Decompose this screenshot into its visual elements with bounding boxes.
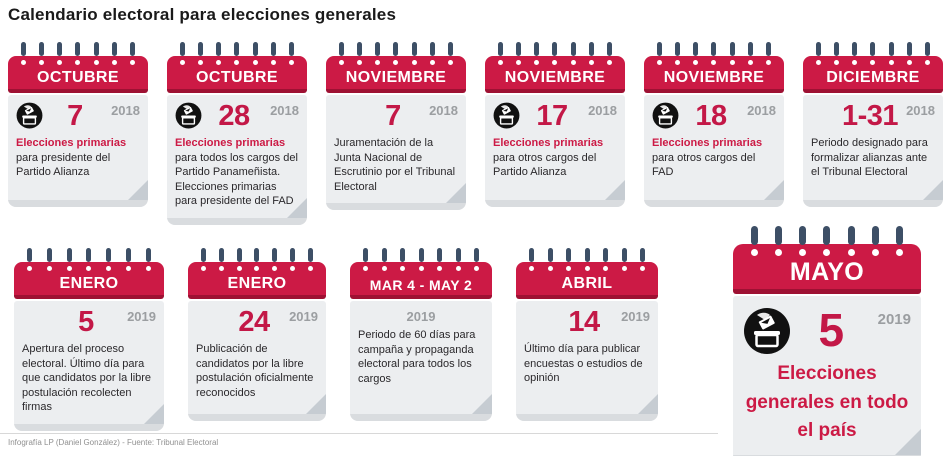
card-body: [803, 95, 943, 207]
year-label: 2018: [429, 103, 458, 118]
event-description: Periodo designado para formalizar alianzas ante el Tribunal Electoral: [811, 137, 928, 179]
year-label: 2018: [111, 103, 140, 118]
spiral-binding: [733, 226, 921, 256]
ballot-box-icon: [493, 102, 520, 129]
calendar-card-mar4-may2: [350, 248, 492, 421]
month-label: NOVIEMBRE: [345, 69, 447, 86]
card-body: [733, 296, 921, 456]
ballot-box-icon: [652, 102, 679, 129]
month-label: MAYO: [789, 258, 865, 286]
event-highlight: Elecciones primarias: [652, 137, 763, 149]
card-body: [350, 301, 492, 421]
folded-corner-decoration: [472, 394, 492, 414]
spiral-binding: [326, 42, 466, 65]
day-number: 18: [695, 100, 727, 132]
event-description: Periodo de 60 días para campaña y propaganda electoral para todos los cargos: [358, 329, 476, 385]
day-number: 7: [67, 100, 83, 132]
folded-corner-decoration: [605, 180, 625, 200]
ballot-box-icon: [16, 102, 43, 129]
event-description: Publicación de candidatos por la libre postulación oficialmente reconocidos: [196, 343, 314, 399]
spiral-binding: [803, 42, 943, 65]
year-label: 2018: [906, 103, 935, 118]
calendar-card-mayo-5: [733, 226, 921, 456]
event-highlight: Elecciones generales en todo el país: [745, 363, 909, 441]
year-label: 2019: [877, 311, 911, 328]
event-highlight: Elecciones primarias: [175, 137, 286, 149]
card-body: [326, 95, 466, 210]
card-body: [485, 95, 625, 207]
calendar-card-abril-14: [516, 248, 658, 421]
event-description: Apertura del proceso electoral. Último día para que candidatos por la libre postulación recolecten firmas: [22, 343, 152, 414]
event-description: Juramentación de la Junta Nacional de Escrutinio por el Tribunal Electoral: [334, 137, 456, 193]
calendar-card-diciembre-1-31: [803, 42, 943, 207]
calendar-card-noviembre-7: [326, 42, 466, 210]
day-number: 5: [818, 304, 844, 356]
folded-corner-decoration: [923, 180, 943, 200]
day-number: 7: [385, 100, 401, 132]
year-label: 2019: [127, 309, 156, 324]
folded-corner-decoration: [638, 394, 658, 414]
month-label: OCTUBRE: [196, 69, 278, 86]
folded-corner-decoration: [764, 180, 784, 200]
calendar-row-2019: [14, 248, 658, 431]
calendar-card-noviembre-18: [644, 42, 784, 207]
spiral-binding: [167, 42, 307, 65]
event-description: Elecciones primarias para todos los cargos del Partido Panameñista. Elecciones primarias para presidente del FAD: [175, 137, 298, 208]
year-label: 2018: [588, 103, 617, 118]
footer-divider: [0, 433, 718, 434]
event-description: Elecciones primarias para presidente del Partido Alianza: [16, 137, 127, 179]
month-label: OCTUBRE: [37, 69, 119, 86]
spiral-binding: [485, 42, 625, 65]
calendar-card-octubre-7: [8, 42, 148, 207]
spiral-binding: [516, 248, 658, 271]
year-label: 2018: [747, 103, 776, 118]
year-label: 2018: [270, 103, 299, 118]
event-highlight: Elecciones primarias: [16, 137, 127, 149]
card-body: [644, 95, 784, 207]
event-highlight: Elecciones primarias: [493, 137, 604, 149]
year-label: 2019: [406, 309, 436, 324]
card-body: [516, 301, 658, 421]
calendar-row-2018: [8, 42, 943, 225]
month-label: ENERO: [227, 275, 287, 292]
card-body: [188, 301, 326, 421]
calendar-card-noviembre-17: [485, 42, 625, 207]
event-description: Elecciones primarias para otros cargos del FAD: [652, 137, 763, 179]
event-description: Elecciones primarias para otros cargos del Partido Alianza: [493, 137, 604, 179]
day-number: 5: [78, 306, 94, 338]
day-number: 17: [536, 100, 568, 132]
year-label: 2019: [289, 309, 318, 324]
month-label: ABRIL: [561, 275, 613, 292]
card-body: [14, 301, 164, 431]
month-label: NOVIEMBRE: [663, 69, 765, 86]
month-label: NOVIEMBRE: [504, 69, 606, 86]
day-number: 28: [218, 100, 250, 132]
month-label: DICIEMBRE: [826, 69, 920, 86]
spiral-binding: [188, 248, 326, 271]
spiral-binding: [644, 42, 784, 65]
folded-corner-decoration: [128, 180, 148, 200]
spiral-binding: [350, 248, 492, 271]
event-description: Último día para publicar encuestas o estudios de opinión: [524, 343, 643, 385]
calendar-card-enero-5: [14, 248, 164, 431]
credits-source-text: Infografía LP (Daniel González) - Fuente: Tribunal Electoral: [8, 438, 219, 447]
ballot-box-icon: [175, 102, 202, 129]
month-label: MAR 4 - MAY 2: [369, 277, 473, 293]
day-number: 14: [568, 306, 600, 338]
ballot-box-icon: [743, 307, 791, 355]
card-body: [8, 95, 148, 207]
spiral-binding: [14, 248, 164, 271]
card-body: [167, 95, 307, 225]
spiral-binding: [8, 42, 148, 65]
page-title: Calendario electoral para elecciones generales: [8, 5, 397, 24]
calendar-card-enero-24: [188, 248, 326, 421]
month-label: ENERO: [59, 275, 119, 292]
day-number: 1-31: [841, 100, 899, 132]
day-number: 24: [238, 306, 270, 338]
calendar-card-octubre-28: [167, 42, 307, 225]
year-label: 2019: [621, 309, 650, 324]
